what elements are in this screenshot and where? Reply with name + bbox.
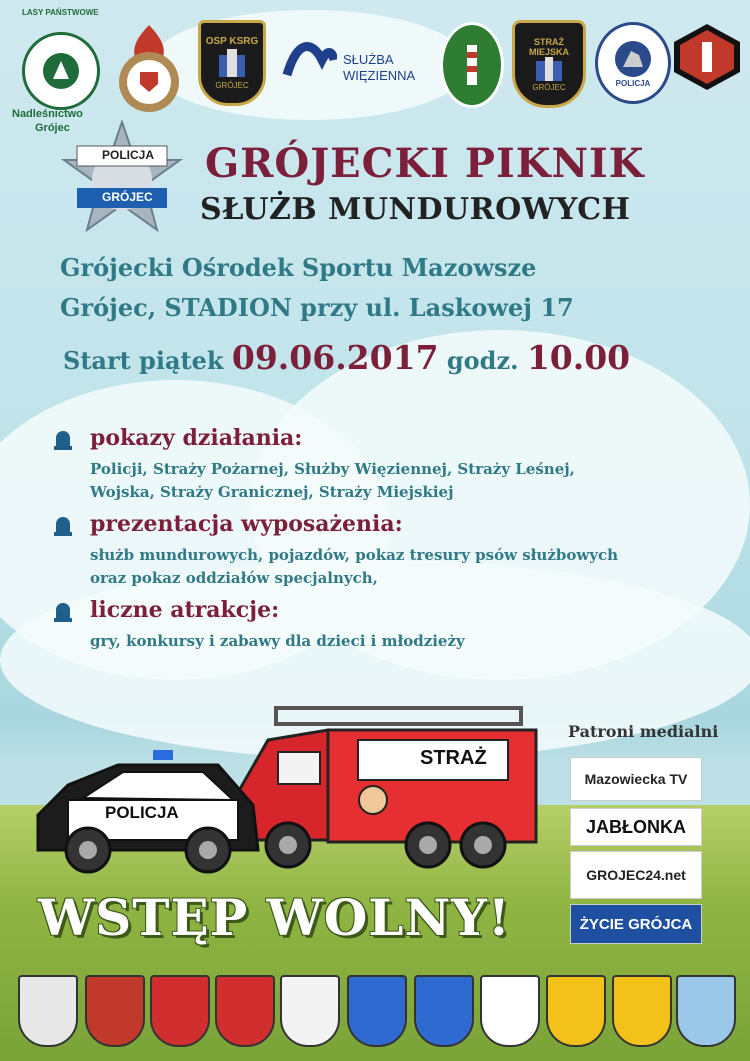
straz-miejska-line2: MIEJSKA xyxy=(528,46,569,57)
crest-4 xyxy=(215,975,275,1047)
military-badge-icon xyxy=(672,22,742,92)
police-car-label: POLICJA xyxy=(105,803,179,822)
straz-graniczna-logo xyxy=(440,22,504,108)
section-heading: prezentacja wyposażenia: xyxy=(90,511,403,537)
straz-miejska-line1: STRAŻ xyxy=(534,36,564,47)
siren-icon xyxy=(52,600,74,622)
vehicles-illustration xyxy=(28,700,548,890)
straz-miejska-line3: GRÓJEC xyxy=(532,82,566,92)
start-info xyxy=(63,338,630,377)
free-entry: WSTĘP WOLNY! xyxy=(38,888,511,947)
patron-mazowiecka-tv: Mazowiecka TV xyxy=(570,757,702,801)
lasy-label: LASY PAŃSTWOWE xyxy=(22,8,99,17)
crest-6 xyxy=(347,975,407,1047)
patrons-heading: Patroni medialni xyxy=(568,722,719,741)
patron-zycie-grojca: ŻYCIE GRÓJCA xyxy=(570,904,702,944)
siren-icon xyxy=(52,428,74,450)
patron-grojec24: GROJEC24.net xyxy=(570,851,702,899)
section-line: Policji, Straży Pożarnej, Służby Więziennej, Straży Leśnej, xyxy=(90,460,575,478)
patron-jablonka: JABŁONKA xyxy=(570,808,702,846)
police-star-icon xyxy=(55,120,190,250)
crest-5 xyxy=(280,975,340,1047)
section-line: służb mundurowych, pojazdów, pokaz tresury psów służbowych xyxy=(90,546,619,564)
venue-line2: Grójec, STADION przy ul. Laskowej 17 xyxy=(60,293,574,322)
sluzba-wiezienna-logo xyxy=(282,30,337,85)
start-prefix: Start piątek xyxy=(63,346,224,375)
section-line: Wojska, Straży Granicznej, Straży Miejskiej xyxy=(90,483,454,501)
osp-label: OSP KSRG xyxy=(205,36,259,47)
start-time: 10.00 xyxy=(526,338,631,377)
crest-10 xyxy=(612,975,672,1047)
crest-2 xyxy=(85,975,145,1047)
nadlesnictwo-label: Nadleśnictwo xyxy=(12,108,83,120)
police-dog-icon xyxy=(613,39,653,79)
forest-icon xyxy=(41,51,81,91)
policja-k9-logo xyxy=(595,22,671,104)
siren-icon xyxy=(52,514,74,536)
crest-9 xyxy=(546,975,606,1047)
grojec-label: Grójec xyxy=(35,122,70,134)
border-post-icon xyxy=(457,40,487,90)
crest-1 xyxy=(18,975,78,1047)
crest-8 xyxy=(480,975,540,1047)
event-title: GRÓJECKI PIKNIK xyxy=(205,140,645,187)
crest-7 xyxy=(414,975,474,1047)
lasy-panstwowe-logo xyxy=(22,32,100,110)
venue-line1: Grójecki Ośrodek Sportu Mazowsze xyxy=(60,253,537,282)
police-badge xyxy=(55,120,190,250)
crest-11 xyxy=(676,975,736,1047)
osp-logo xyxy=(198,20,266,106)
fire-service-emblem-icon xyxy=(110,20,188,120)
straz-miejska-logo xyxy=(512,20,586,108)
osp-bottom: GRÓJEC xyxy=(215,81,249,90)
start-date: 09.06.2017 xyxy=(231,338,439,377)
fire-truck-label: STRAŻ xyxy=(420,747,487,769)
tower-icon xyxy=(215,47,249,81)
tower-icon xyxy=(534,57,564,83)
section-heading: pokazy działania: xyxy=(90,425,303,451)
sluzba-line1: SŁUŻBA xyxy=(343,52,394,67)
start-godz: godz. xyxy=(446,346,519,375)
section-line: oraz pokaz oddziałów specjalnych, xyxy=(90,569,378,587)
sluzba-line2: WIĘZIENNA xyxy=(343,68,416,83)
badge-bottom-label: GRÓJEC xyxy=(102,190,153,204)
event-subtitle: SŁUŻB MUNDUROWYCH xyxy=(200,192,631,227)
policja-k9-label: POLICJA xyxy=(615,78,651,88)
military-unit-logo xyxy=(672,22,742,92)
section-line: gry, konkursy i zabawy dla dzieci i młodzieży xyxy=(90,632,465,650)
psp-logo xyxy=(110,20,188,120)
prison-service-icon xyxy=(282,30,337,85)
badge-top-label: POLICJA xyxy=(102,148,155,162)
crest-3 xyxy=(150,975,210,1047)
section-heading: liczne atrakcje: xyxy=(90,597,280,623)
